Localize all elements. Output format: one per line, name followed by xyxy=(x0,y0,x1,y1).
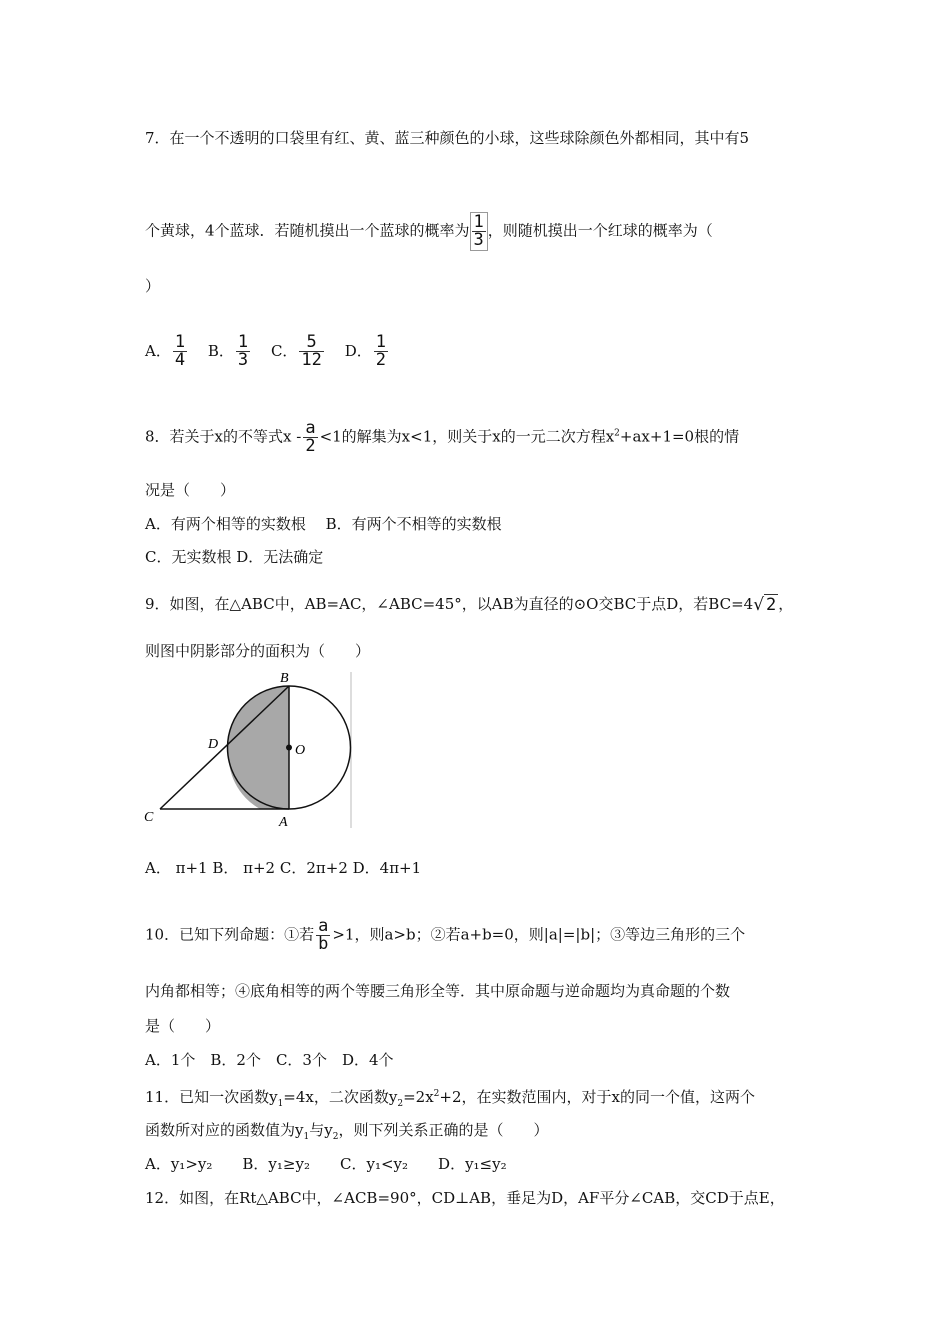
q8-superscript: 2 xyxy=(614,428,620,439)
subscript-2: 2 xyxy=(397,1099,404,1109)
q10-line3: 是（ ） xyxy=(145,1017,221,1035)
q11-line1 xyxy=(145,1084,755,1114)
q8-options-ab: A．有两个相等的实数根 B．有两个不相等的实数根 xyxy=(145,515,502,533)
q11-option-c: C．y₁<y₂ xyxy=(340,1155,409,1173)
label-c: C xyxy=(144,810,154,825)
q8-text-b: <1的解集为x<1，则关于x的一元二次方程x xyxy=(319,427,615,446)
frac-den: b xyxy=(318,934,329,954)
frac-num: 1 xyxy=(237,332,249,352)
q9-sqrt-radicand: 2 xyxy=(766,595,777,615)
q11-option-d: D．y₁≤y₂ xyxy=(438,1155,507,1173)
q11-text-b: =4x，二次函数y xyxy=(283,1088,398,1106)
q9-sqrt: √ 2 xyxy=(753,595,777,615)
q7-option-a xyxy=(145,332,189,370)
q7-line2-text-a: 个黄球，4个蓝球．若随机摸出一个蓝球的概率为 xyxy=(145,221,470,240)
subscript-1: 1 xyxy=(303,1132,310,1142)
shaded-half-disc xyxy=(228,686,290,809)
q7-option-d-label: D． xyxy=(344,341,372,360)
q9-text-b: ， xyxy=(778,595,794,613)
subscript-2: 2 xyxy=(332,1132,339,1142)
q7-option-b-frac xyxy=(236,334,250,369)
frac-den: 12 xyxy=(301,350,322,370)
q7-option-b xyxy=(207,332,252,370)
q9-line2: 则图中阴影部分的面积为（ ） xyxy=(145,642,371,660)
q11-option-b: B．y₁≥y₂ xyxy=(242,1155,310,1173)
q10-text-b: >1，则a>b；②若a+b=0，则|a|=|b|；③等边三角形的三个 xyxy=(332,925,746,944)
label-d: D xyxy=(208,737,219,752)
q11-text-f: 与y xyxy=(309,1121,333,1139)
q7-line3: ） xyxy=(145,277,161,295)
frac-num: 5 xyxy=(299,334,323,352)
frac-num: a xyxy=(318,916,329,936)
q8-fraction xyxy=(303,420,317,455)
q7-option-a-label: A． xyxy=(145,341,171,360)
q7-option-a-frac xyxy=(173,334,187,369)
frac-den: 4 xyxy=(174,350,186,370)
frac-num: a xyxy=(305,418,316,438)
q7-line2 xyxy=(145,214,713,249)
q10-line2: 内角都相等；④底角相等的两个等腰三角形全等．其中原命题与逆命题均为真命题的个数 xyxy=(145,982,731,1000)
q7-option-c-frac xyxy=(299,334,323,369)
q8-line1 xyxy=(145,420,739,455)
q7-probability-fraction xyxy=(472,214,486,249)
q7-option-b-label: B． xyxy=(207,341,234,360)
label-o: O xyxy=(295,743,306,758)
q11-option-a: A．y₁>y₂ xyxy=(145,1155,213,1173)
frac-num: 1 xyxy=(375,332,386,352)
q10-line1 xyxy=(145,918,745,953)
q8-line2: 况是（ ） xyxy=(145,481,236,499)
q9-line1 xyxy=(145,594,793,615)
q7-option-c xyxy=(270,332,326,370)
q11-text-c: =2x xyxy=(403,1088,434,1106)
q7-option-d-frac xyxy=(374,334,388,369)
q7-option-c-label: C． xyxy=(270,341,298,360)
q7-line2-text-b: ，则随机摸出一个红球的概率为（ xyxy=(487,221,713,240)
label-b: B xyxy=(280,671,289,686)
q11-text-a: 11．已知一次函数y xyxy=(145,1088,278,1106)
frac-den: 2 xyxy=(375,350,386,370)
q11-text-e: 函数所对应的函数值为y xyxy=(145,1121,304,1139)
q10-fraction xyxy=(316,918,330,953)
frac-den: 3 xyxy=(237,350,249,370)
q8-text-a: 8．若关于x的不等式x - xyxy=(145,427,302,446)
q7-frac-num: 1 xyxy=(473,212,484,232)
q11-text-g: ，则下列关系正确的是（ ） xyxy=(338,1121,549,1139)
label-a: A xyxy=(279,815,288,830)
q9-options: A． π+1 B． π+2 C．2π+2 D．4π+1 xyxy=(145,859,422,877)
frac-num: 1 xyxy=(174,332,186,352)
center-point-o xyxy=(286,745,292,751)
q10-text-a: 10．已知下列命题：①若 xyxy=(145,925,315,944)
q11-text-d: +2，在实数范围内，对于x的同一个值，这两个 xyxy=(439,1088,755,1106)
q9-geometry-figure xyxy=(142,668,357,833)
q7-option-d xyxy=(344,332,390,370)
q11-options xyxy=(145,1154,507,1174)
q7-options xyxy=(145,334,404,369)
superscript-2: 2 xyxy=(433,1089,440,1099)
q7-frac-den: 3 xyxy=(473,230,484,250)
q8-text-c: +ax+1=0根的情 xyxy=(619,427,740,446)
q8-options-cd: C．无实数根 D．无法确定 xyxy=(145,548,324,566)
frac-den: 2 xyxy=(305,436,316,456)
q9-text-a: 9．如图，在△ABC中，AB=AC，∠ABC=45°，以AB为直径的⊙O交BC于点D，若BC=4 xyxy=(145,595,754,613)
q7-line1: 7．在一个不透明的口袋里有红、黄、蓝三种颜色的小球，这些球除颜色外都相同，其中有5 xyxy=(145,129,750,147)
q12-line1: 12．如图，在Rt△ABC中，∠ACB=90°，CD⊥AB，垂足为D，AF平分∠CAB，交CD于点E， xyxy=(145,1189,785,1207)
q11-line2 xyxy=(145,1120,548,1147)
subscript-1: 1 xyxy=(277,1099,284,1109)
q10-options: A．1个 B．2个 C．3个 D．4个 xyxy=(145,1051,394,1069)
